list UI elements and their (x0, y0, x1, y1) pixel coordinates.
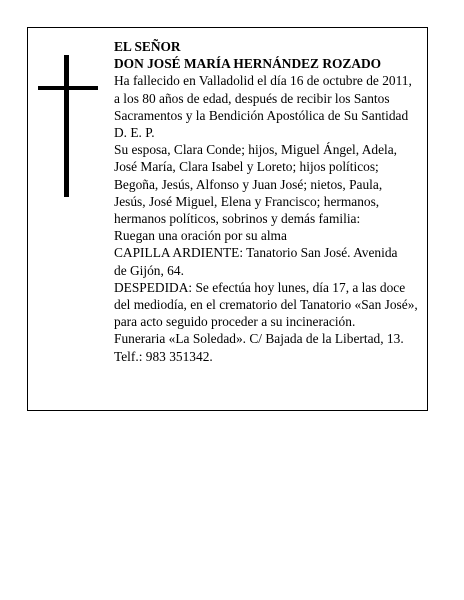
cross-vertical-bar (64, 55, 69, 197)
heading-title: EL SEÑOR (114, 39, 181, 54)
body-line: Funeraria «La Soledad». C/ Bajada de la Libertad, 13. (114, 331, 404, 347)
body-line: Begoña, Jesús, Alfonso y Juan José; nietos, Paula, (114, 176, 383, 192)
body-line: Ruegan una oración por su alma (114, 228, 287, 244)
body-line: Sacramentos y la Bendición Apostólica de Su Santidad (114, 107, 409, 123)
body-line: hermanos políticos, sobrinos y demás familia: (114, 211, 361, 227)
body-line: para acto seguido proceder a su incineración. (114, 314, 356, 330)
deceased-name: DON JOSÉ MARÍA HERNÁNDEZ ROZADO (114, 56, 382, 72)
obituary-text (114, 38, 426, 365)
body-line: Su esposa, Clara Conde; hijos, Miguel Ángel, Adela, (114, 142, 398, 158)
body-line: José María, Clara Isabel y Loreto; hijos políticos; (114, 159, 379, 175)
body-line: DESPEDIDA: Se efectúa hoy lunes, día 17, a las doce (114, 279, 406, 295)
cross-icon (38, 55, 98, 197)
body-line: D. E. P. (114, 125, 155, 141)
body-line: del mediodía, en el crematorio del Tanatorio «San José», (114, 297, 418, 313)
body-line: CAPILLA ARDIENTE: Tanatorio San José. Avenida (114, 245, 398, 261)
body-line: Telf.: 983 351342. (114, 348, 213, 364)
body-line: Ha fallecido en Valladolid el día 16 de octubre de 2011, (114, 73, 412, 89)
body-line: Jesús, José Miguel, Elena y Francisco; hermanos, (114, 193, 380, 209)
body-line: a los 80 años de edad, después de recibir los Santos (114, 90, 390, 106)
cross-horizontal-bar (38, 86, 98, 90)
body-line: de Gijón, 64. (114, 262, 184, 278)
